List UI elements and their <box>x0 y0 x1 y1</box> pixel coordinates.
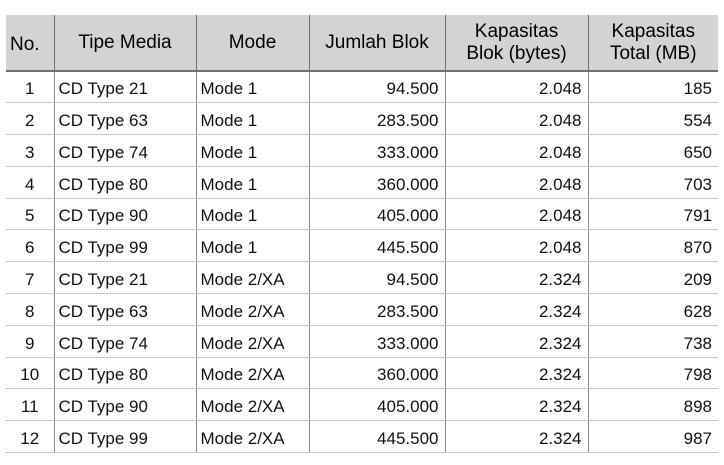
cell-kapasitas-blok: 2.324 <box>445 262 588 294</box>
cell-jumlah-blok: 94.500 <box>309 262 445 294</box>
cell-kapasitas-blok: 2.324 <box>445 294 588 326</box>
table-row <box>6 135 718 167</box>
cell-no: 4 <box>6 166 54 198</box>
table-row <box>6 421 718 453</box>
cell-tipe-media: CD Type 63 <box>54 294 196 326</box>
cell-tipe-media: CD Type 99 <box>54 230 196 262</box>
header-jumlah-blok: Jumlah Blok <box>309 15 445 71</box>
table-row <box>6 325 718 357</box>
cell-kapasitas-total: 791 <box>588 198 718 230</box>
header-kapasitas-total <box>588 15 718 71</box>
cell-tipe-media: CD Type 80 <box>54 357 196 389</box>
cell-no: 7 <box>6 262 54 294</box>
cell-kapasitas-total: 987 <box>588 421 718 453</box>
cell-mode: Mode 1 <box>196 135 309 167</box>
cell-mode: Mode 2/XA <box>196 357 309 389</box>
cell-no: 11 <box>6 389 54 421</box>
table-row <box>6 389 718 421</box>
cell-kapasitas-total: 798 <box>588 357 718 389</box>
cell-kapasitas-total: 703 <box>588 166 718 198</box>
cell-no: 2 <box>6 103 54 135</box>
cell-kapasitas-blok: 2.324 <box>445 357 588 389</box>
cell-tipe-media: CD Type 63 <box>54 103 196 135</box>
cell-mode: Mode 1 <box>196 198 309 230</box>
cell-mode: Mode 2/XA <box>196 421 309 453</box>
cell-tipe-media: CD Type 90 <box>54 389 196 421</box>
header-kapasitas-total-line2: Total (MB) <box>609 42 697 64</box>
cell-kapasitas-total: 209 <box>588 262 718 294</box>
cell-jumlah-blok: 333.000 <box>309 135 445 167</box>
cell-kapasitas-blok: 2.048 <box>445 198 588 230</box>
table-row <box>6 71 718 103</box>
table-row <box>6 294 718 326</box>
header-kapasitas-blok-line1: Kapasitas <box>474 20 559 42</box>
table-row <box>6 103 718 135</box>
cell-jumlah-blok: 283.500 <box>309 294 445 326</box>
cell-jumlah-blok: 405.000 <box>309 389 445 421</box>
header-kapasitas-blok <box>445 15 588 71</box>
cell-mode: Mode 2/XA <box>196 325 309 357</box>
cell-jumlah-blok: 405.000 <box>309 198 445 230</box>
cell-jumlah-blok: 94.500 <box>309 71 445 103</box>
header-kapasitas-blok-line2: Blok (bytes) <box>466 42 567 64</box>
table-body <box>6 71 718 453</box>
table-row <box>6 166 718 198</box>
cell-mode: Mode 1 <box>196 103 309 135</box>
cell-no: 1 <box>6 71 54 103</box>
cell-tipe-media: CD Type 21 <box>54 71 196 103</box>
cell-kapasitas-total: 738 <box>588 325 718 357</box>
cell-jumlah-blok: 445.500 <box>309 421 445 453</box>
cell-kapasitas-blok: 2.048 <box>445 166 588 198</box>
cell-mode: Mode 2/XA <box>196 262 309 294</box>
cell-kapasitas-blok: 2.048 <box>445 230 588 262</box>
cell-kapasitas-total: 628 <box>588 294 718 326</box>
cell-mode: Mode 1 <box>196 230 309 262</box>
cell-jumlah-blok: 445.500 <box>309 230 445 262</box>
cell-kapasitas-blok: 2.048 <box>445 103 588 135</box>
cell-jumlah-blok: 333.000 <box>309 325 445 357</box>
table-row <box>6 357 718 389</box>
cell-tipe-media: CD Type 74 <box>54 325 196 357</box>
cell-no: 8 <box>6 294 54 326</box>
table-row <box>6 198 718 230</box>
cell-kapasitas-total: 185 <box>588 71 718 103</box>
cell-mode: Mode 2/XA <box>196 389 309 421</box>
cell-kapasitas-blok: 2.324 <box>445 389 588 421</box>
cell-no: 6 <box>6 230 54 262</box>
table-row <box>6 262 718 294</box>
cd-capacity-table <box>6 15 718 453</box>
cell-no: 9 <box>6 325 54 357</box>
cell-no: 5 <box>6 198 54 230</box>
cell-kapasitas-blok: 2.324 <box>445 421 588 453</box>
cell-mode: Mode 1 <box>196 166 309 198</box>
table-header-row <box>6 15 718 71</box>
header-kapasitas-total-line1: Kapasitas <box>611 20 695 42</box>
cell-jumlah-blok: 360.000 <box>309 166 445 198</box>
cell-tipe-media: CD Type 74 <box>54 135 196 167</box>
cell-kapasitas-total: 554 <box>588 103 718 135</box>
cell-jumlah-blok: 283.500 <box>309 103 445 135</box>
cell-mode: Mode 1 <box>196 71 309 103</box>
cell-jumlah-blok: 360.000 <box>309 357 445 389</box>
cell-no: 10 <box>6 357 54 389</box>
cell-no: 12 <box>6 421 54 453</box>
cell-kapasitas-blok: 2.324 <box>445 325 588 357</box>
header-no: No. <box>6 15 54 71</box>
cell-kapasitas-total: 870 <box>588 230 718 262</box>
header-mode: Mode <box>196 15 309 71</box>
cell-tipe-media: CD Type 21 <box>54 262 196 294</box>
cell-tipe-media: CD Type 99 <box>54 421 196 453</box>
cell-kapasitas-total: 898 <box>588 389 718 421</box>
table-row <box>6 230 718 262</box>
cell-kapasitas-blok: 2.048 <box>445 71 588 103</box>
cell-no: 3 <box>6 135 54 167</box>
cell-kapasitas-total: 650 <box>588 135 718 167</box>
cell-mode: Mode 2/XA <box>196 294 309 326</box>
cell-tipe-media: CD Type 90 <box>54 198 196 230</box>
header-tipe-media: Tipe Media <box>54 15 196 71</box>
cell-tipe-media: CD Type 80 <box>54 166 196 198</box>
cell-kapasitas-blok: 2.048 <box>445 135 588 167</box>
